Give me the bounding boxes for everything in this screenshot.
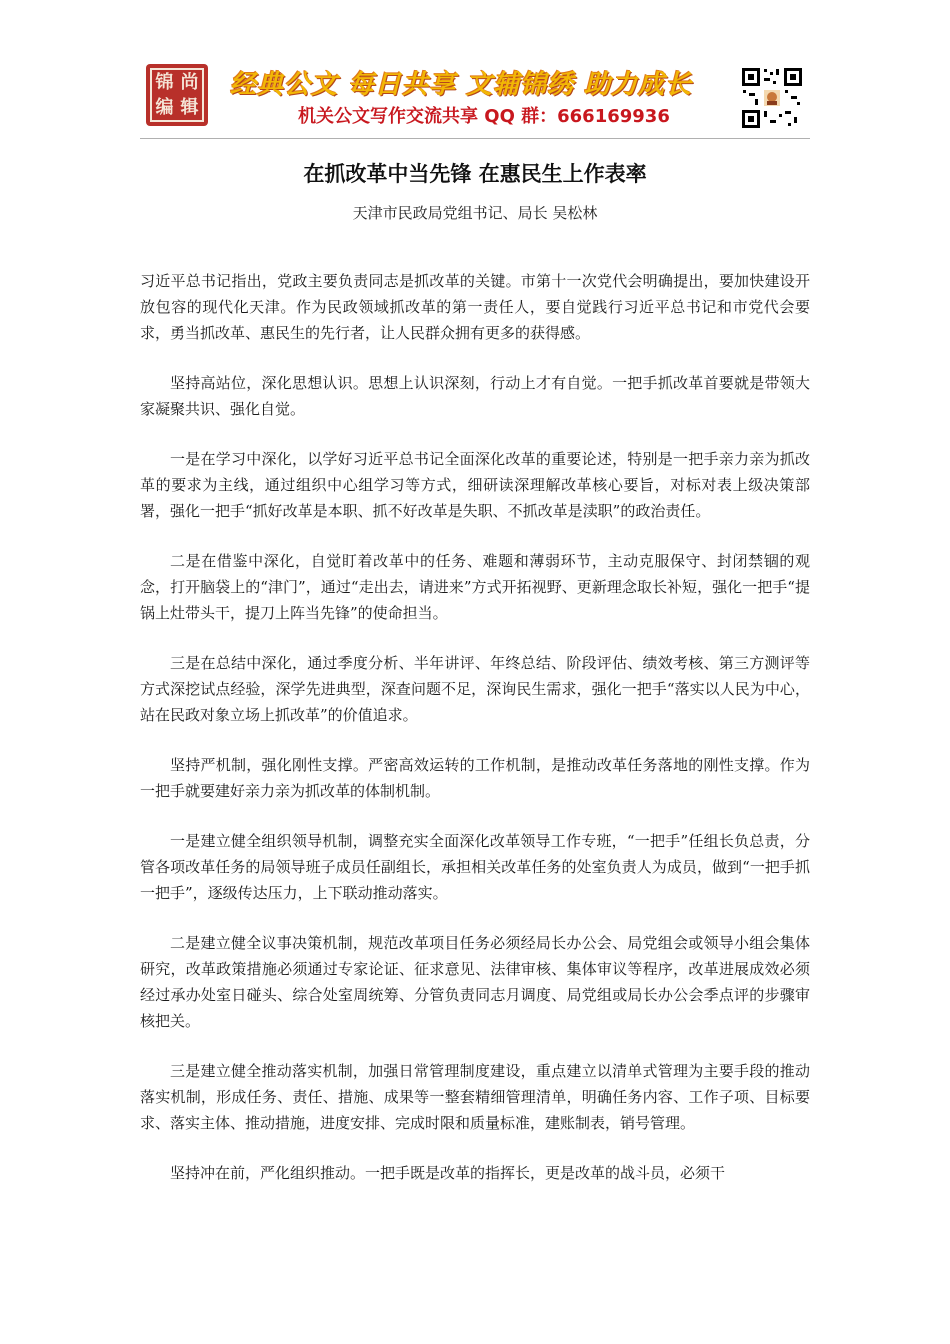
slogan: 经典公文 每日共享 文辅锦绣 助力成长 xyxy=(230,70,693,100)
paragraph: 一是在学习中深化，以学好习近平总书记全面深化改革的重要论述，特别是一把手亲力亲为抓改革的要求为主线，通过组织中心组学习等方式，细研读深理解改革核心要旨，对标对表上级决策部署，强化一把手“抓好改革是本职、抓不好改革是失职、不抓改革是渎职”的政治责任。 xyxy=(140,450,810,520)
logo-seal xyxy=(150,68,204,122)
logo-char: 尚 xyxy=(180,71,199,93)
qr-code-icon xyxy=(740,66,804,130)
paragraph: 二是建立健全议事决策机制，规范改革项目任务必须经局长办公会、局党组会或领导小组会集体研究，改革政策措施必须通过专家论证、征求意见、法律审核、集体审议等程序，改革进展成效必须经过承办处室日碰头、综合处室周统筹、分管负责同志月调度、局党组或局长办公会季点评的步骤审核把关。 xyxy=(140,934,810,1030)
article-title: 在抓改革中当先锋 在惠民生上作表率 xyxy=(303,162,647,186)
paragraph: 三是建立健全推动落实机制，加强日常管理制度建设，重点建立以清单式管理为主要手段的推动落实机制，形成任务、责任、措施、成果等一整套精细管理清单，明确任务内容、工作子项、目标要求、落实主体、推动措施，进度安排、完成时限和质量标准，建账制表，销号管理。 xyxy=(140,1062,810,1132)
paragraph: 坚持严机制，强化刚性支撑。严密高效运转的工作机制，是推动改革任务落地的刚性支撑。作为一把手就要建好亲力亲为抓改革的体制机制。 xyxy=(140,756,810,800)
header-banner xyxy=(140,60,810,136)
logo xyxy=(146,64,208,126)
qq-group-line: 机关公文写作交流共享 QQ 群：666169936 xyxy=(298,106,670,127)
paragraph: 习近平总书记指出，党政主要负责同志是抓改革的关键。市第十一次党代会明确提出，要加快建设开放包容的现代化天津。作为民政领域抓改革的第一责任人，要自觉践行习近平总书记和市党代会要求，勇当抓改革、惠民生的先行者，让人民群众拥有更多的获得感。 xyxy=(140,272,810,342)
paragraph: 二是在借鉴中深化，自觉盯着改革中的任务、难题和薄弱环节，主动克服保守、封闭禁锢的观念，打开脑袋上的“津门”，通过“走出去，请进来”方式开拓视野、更新理念取长补短，强化一把手“提锅上灶带头干，提刀上阵当先锋”的使命担当。 xyxy=(140,552,810,622)
logo-char: 锦 xyxy=(155,71,174,93)
header-divider xyxy=(140,138,810,139)
article-body xyxy=(140,268,810,1210)
paragraph: 一是建立健全组织领导机制，调整充实全面深化改革领导工作专班，“一把手”任组长负总责，分管各项改革任务的局领导班子成员任副组长，承担相关改革任务的处室负责人为成员，做到“一把手抓一把手”，逐级传达压力，上下联动推动落实。 xyxy=(140,832,810,902)
logo-char: 编 xyxy=(155,96,174,118)
logo-char: 辑 xyxy=(180,96,199,118)
paragraph: 坚持冲在前，严化组织推动。一把手既是改革的指挥长，更是改革的战斗员，必须干 xyxy=(170,1164,726,1182)
paragraph: 三是在总结中深化，通过季度分析、半年讲评、年终总结、阶段评估、绩效考核、第三方测评等方式深挖试点经验，深学先进典型，深查问题不足，深询民生需求，强化一把手“落实以人民为中心，站在民政对象立场上抓改革”的价值追求。 xyxy=(140,654,810,724)
paragraph: 坚持高站位，深化思想认识。思想上认识深刻，行动上才有自觉。一把手抓改革首要就是带领大家凝聚共识、强化自觉。 xyxy=(140,374,810,418)
article-author: 天津市民政局党组书记、局长 吴松林 xyxy=(352,204,598,222)
